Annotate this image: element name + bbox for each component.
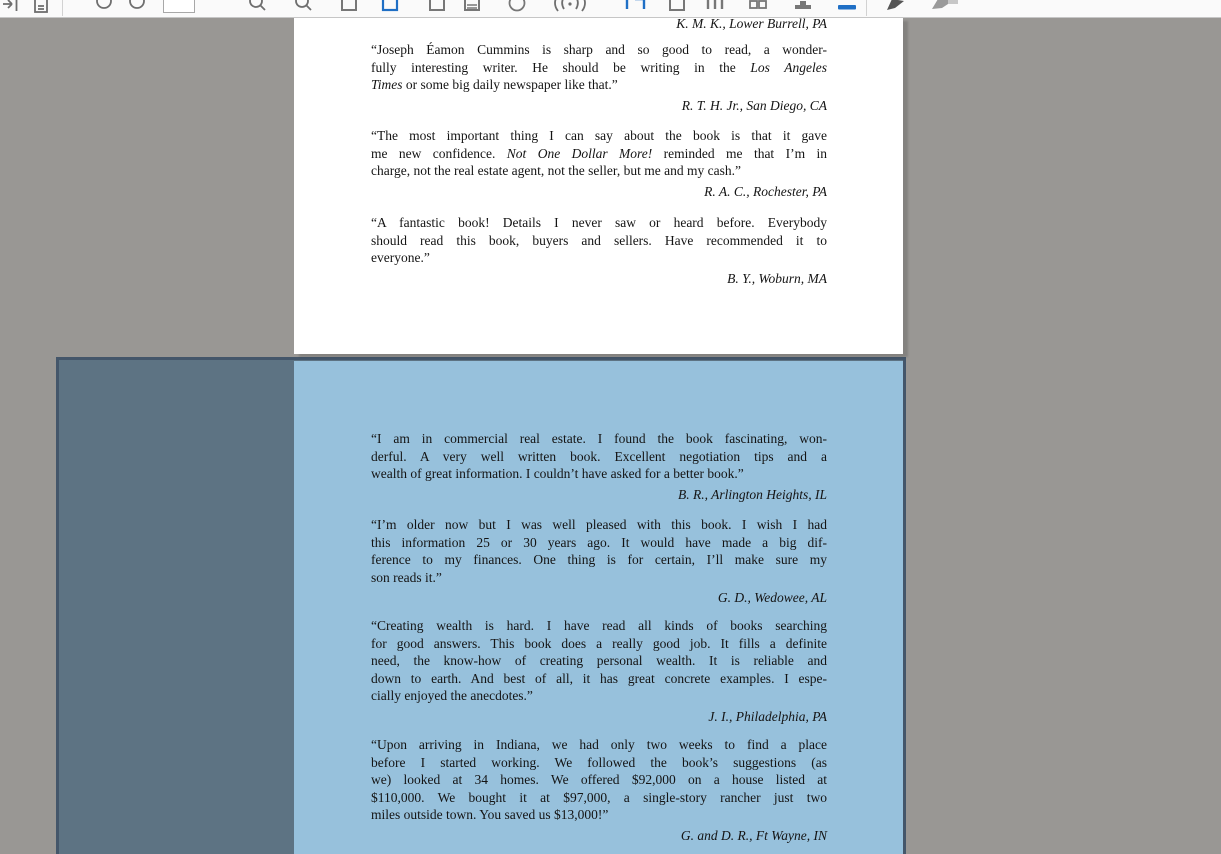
testimonial-line: “A fantastic book! Details I never saw or heard before. Everybody bbox=[371, 215, 827, 230]
page-number-input[interactable] bbox=[163, 0, 195, 13]
ellipse-tool-icon[interactable] bbox=[506, 0, 528, 15]
testimonial-line: Times or some big daily newspaper like that.” bbox=[371, 77, 618, 92]
testimonial-line: charge, not the real estate agent, not the seller, but me and my cash.” bbox=[371, 163, 741, 178]
pencil-tool-icon[interactable] bbox=[928, 0, 962, 15]
zoom-icon[interactable] bbox=[246, 0, 268, 15]
testimonial-line: down to earth. And best of all, it has great concrete examples. I espe- bbox=[371, 670, 827, 686]
document-canvas[interactable] bbox=[0, 18, 1221, 854]
ruler-icon[interactable] bbox=[701, 0, 729, 15]
testimonial-line: $110,000. We bought it at $97,000, a single-story rancher just two bbox=[371, 789, 827, 805]
redo-icon[interactable] bbox=[126, 0, 148, 15]
lined-page-icon[interactable] bbox=[461, 0, 483, 15]
highlighter-color-icon[interactable] bbox=[836, 0, 858, 15]
testimonial-line: ference to my finances. One thing is for certain, I’ll make sure my bbox=[371, 552, 827, 567]
testimonial-line: “Joseph Éamon Cummins is sharp and so good to read, a wonder- bbox=[371, 42, 827, 57]
pen-tool-icon[interactable] bbox=[884, 0, 912, 15]
testimonial-line: for good answers. This book does a really good job. It fills a definite bbox=[371, 635, 827, 651]
testimonial-line: should read this book, buyers and sellers. Have recommended it to bbox=[371, 232, 827, 248]
testimonial-line: cially enjoyed the anecdotes.” bbox=[371, 688, 533, 703]
testimonial-attribution: G. D., Wedowee, AL bbox=[717, 590, 827, 605]
testimonial-line: we) looked at 34 homes. We offered $92,000 on a house listed at bbox=[371, 772, 827, 787]
spline-tool-icon[interactable] bbox=[548, 0, 592, 15]
testimonial-line: “I’m older now but I was well pleased with this book. I wish I had bbox=[371, 517, 827, 532]
testimonial bbox=[371, 617, 827, 725]
testimonial bbox=[371, 214, 827, 287]
testimonial-attribution: B. Y., Woburn, MA bbox=[727, 270, 827, 286]
testimonial-attribution: R. A. C., Rochester, PA bbox=[704, 183, 827, 199]
testimonial-line: fully interesting writer. He should be writing in the Los Angeles bbox=[371, 59, 827, 75]
testimonial-line: “I am in commercial real estate. I found the book fascinating, won- bbox=[371, 431, 827, 446]
rectangle-tool-active-icon[interactable] bbox=[379, 0, 401, 15]
testimonial-attribution: R. T. H. Jr., San Diego, CA bbox=[681, 97, 827, 113]
testimonial-attribution: B. R., Arlington Heights, IL bbox=[677, 486, 827, 502]
testimonial-line: miles outside town. You saved us $13,000!” bbox=[371, 807, 609, 822]
testimonial-line: before I started working. We followed the book’s suggestions (as bbox=[371, 754, 827, 770]
rectangle-tool-icon[interactable] bbox=[338, 0, 360, 15]
testimonial bbox=[371, 127, 827, 200]
testimonial bbox=[371, 516, 827, 607]
testimonial-line: everyone.” bbox=[371, 250, 430, 265]
toolbar bbox=[0, 0, 1221, 18]
zoom-fit-icon[interactable] bbox=[292, 0, 314, 15]
testimonial bbox=[371, 41, 827, 114]
toolbar-separator bbox=[62, 0, 63, 16]
testimonial-line: need, the know-how of creating personal wealth. It is reliable and bbox=[371, 653, 827, 668]
testimonial-line: “Creating wealth is hard. I have read all kinds of books searching bbox=[371, 618, 827, 633]
dual-page-icon[interactable] bbox=[747, 0, 769, 15]
testimonial-attribution: G. and D. R., Ft Wayne, IN bbox=[680, 827, 827, 843]
square-tool-icon[interactable] bbox=[426, 0, 448, 15]
testimonial-attribution: K. M. K., Lower Burrell, PA bbox=[676, 18, 827, 31]
testimonial bbox=[371, 736, 827, 844]
testimonial-line: son reads it.” bbox=[371, 569, 442, 585]
testimonial-line: “The most important thing I can say about the book is that it gave bbox=[371, 128, 827, 143]
testimonial-line: wealth of great information. I couldn’t have asked for a better book.” bbox=[371, 466, 744, 481]
crop-tool-icon[interactable] bbox=[666, 0, 688, 15]
document-icon[interactable] bbox=[30, 0, 52, 15]
scroll-pan-icon[interactable] bbox=[0, 0, 22, 15]
toolbar-separator bbox=[866, 0, 867, 16]
testimonial-line: me new confidence. Not One Dollar More! reminded me that I’m in bbox=[371, 145, 827, 161]
stamp-tool-icon[interactable] bbox=[792, 0, 814, 15]
testimonial bbox=[371, 18, 827, 33]
testimonial bbox=[371, 430, 827, 503]
testimonial-line: this information 25 or 30 years ago. It would have made a big dif- bbox=[371, 534, 827, 550]
testimonial-attribution: J. I., Philadelphia, PA bbox=[708, 708, 827, 724]
testimonial-line: “Upon arriving in Indiana, we had only two weeks to find a place bbox=[371, 737, 827, 752]
undo-icon[interactable] bbox=[93, 0, 115, 15]
testimonial-line: derful. A very well written book. Excellent negotiation tips and a bbox=[371, 448, 827, 464]
select-region-active-icon[interactable] bbox=[622, 0, 650, 15]
